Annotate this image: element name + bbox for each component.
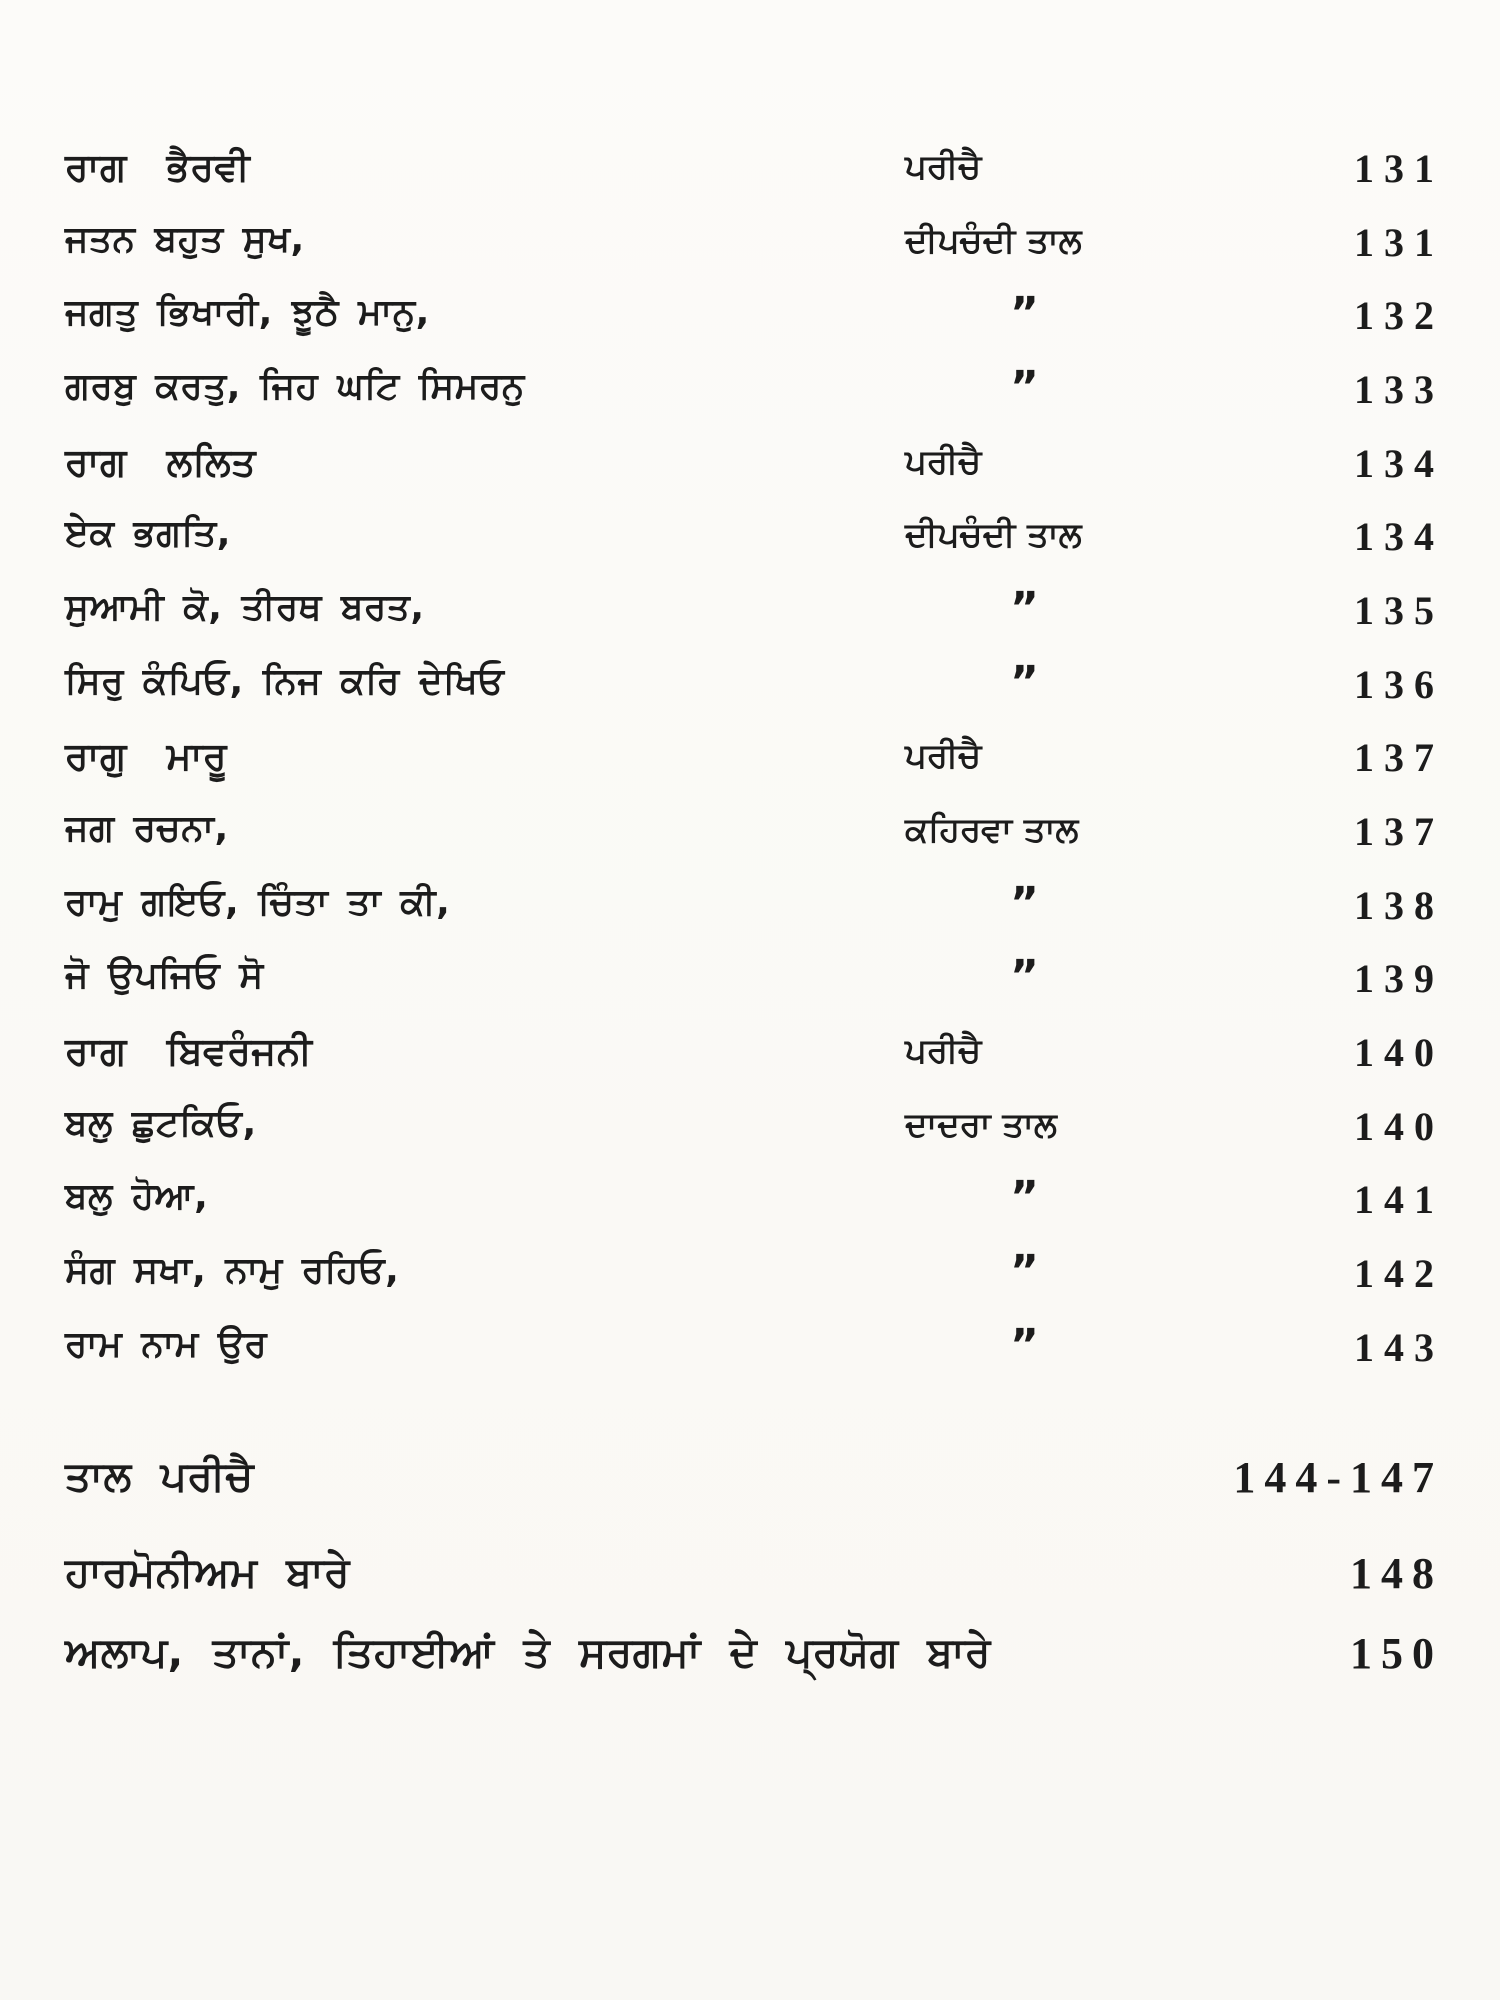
raag-heading: ਰਾਗ ਭੈਰਵੀ bbox=[65, 145, 251, 189]
page-number: 131 bbox=[1354, 220, 1444, 265]
toc-row bbox=[0, 1246, 1500, 1314]
page-number: 137 bbox=[1354, 809, 1444, 854]
toc-row bbox=[0, 734, 1500, 798]
taal-label: ਦੀਪਚੰਦੀ ਤਾਲ bbox=[905, 515, 1082, 555]
page-number: 140 bbox=[1354, 1104, 1444, 1149]
page-number: 136 bbox=[1354, 662, 1444, 707]
page-number: 141 bbox=[1354, 1177, 1444, 1222]
page-number: 148 bbox=[1350, 1549, 1443, 1598]
taal-label: ਪਰੀਚੈ bbox=[905, 147, 982, 187]
entry-title: ਜਤਨ ਬਹੁਤ ਸੁਖ, bbox=[65, 219, 305, 260]
section-title: ਅਲਾਪ, ਤਾਨਾਂ, ਤਿਹਾਈਆਂ ਤੇ ਸਰਗਮਾਂ ਦੇ ਪ੍ਰਯੋਗ ਬਾਰੇ bbox=[65, 1628, 991, 1676]
ditto-mark: ” bbox=[1010, 951, 1039, 1002]
toc-row bbox=[0, 1103, 1500, 1167]
page-number: 140 bbox=[1354, 1030, 1444, 1075]
toc-footer-row bbox=[0, 1548, 1500, 1622]
entry-title: ਰਾਮ ਨਾਮ ਉਰ bbox=[65, 1324, 268, 1365]
page-number: 135 bbox=[1354, 588, 1444, 633]
entry-title: ਜਗਤੁ ਭਿਖਾਰੀ, ਝੂਠੈ ਮਾਨੁ, bbox=[65, 292, 430, 333]
toc-row bbox=[0, 1172, 1500, 1240]
toc-row bbox=[0, 583, 1500, 651]
ditto-mark: ” bbox=[1010, 1246, 1039, 1297]
entry-title: ਏਕ ਭਗਤਿ, bbox=[65, 513, 231, 554]
toc-row bbox=[0, 145, 1500, 209]
toc-row bbox=[0, 513, 1500, 577]
section-title: ਹਾਰਮੋਨੀਅਮ ਬਾਰੇ bbox=[65, 1548, 351, 1596]
toc-row bbox=[0, 808, 1500, 872]
toc-row bbox=[0, 440, 1500, 504]
ditto-mark: ” bbox=[1010, 1172, 1039, 1223]
page-number: 143 bbox=[1354, 1325, 1444, 1370]
raag-heading: ਰਾਗ ਬਿਵਰੰਜਨੀ bbox=[65, 1029, 313, 1073]
page-number: 134 bbox=[1354, 514, 1444, 559]
toc-row bbox=[0, 657, 1500, 725]
raag-heading: ਰਾਗ ਲਲਿਤ bbox=[65, 440, 257, 484]
taal-label: ਦੀਪਚੰਦੀ ਤਾਲ bbox=[905, 221, 1082, 261]
ditto-mark: ” bbox=[1010, 288, 1039, 339]
page-number: 137 bbox=[1354, 735, 1444, 780]
toc-row bbox=[0, 951, 1500, 1019]
section-title: ਤਾਲ ਪਰੀਚੈ bbox=[65, 1452, 254, 1500]
ditto-mark: ” bbox=[1010, 1320, 1039, 1371]
entry-title: ਬਲੁ ਹੋਆ, bbox=[65, 1176, 209, 1217]
page-number: 150 bbox=[1350, 1629, 1443, 1678]
taal-label: ਕਹਿਰਵਾ ਤਾਲ bbox=[905, 810, 1079, 850]
taal-label: ਪਰੀਚੈ bbox=[905, 1031, 982, 1071]
toc-footer-row bbox=[0, 1452, 1500, 1526]
raag-heading: ਰਾਗੁ ਮਾਰੂ bbox=[65, 734, 228, 778]
ditto-mark: ” bbox=[1010, 878, 1039, 929]
page-range: 144-147 bbox=[1233, 1453, 1443, 1502]
entry-title: ਗਰਬੁ ਕਰਤੁ, ਜਿਹ ਘਟਿ ਸਿਮਰਨੁ bbox=[65, 366, 525, 407]
toc-row bbox=[0, 219, 1500, 283]
ditto-mark: ” bbox=[1010, 657, 1039, 708]
toc-row bbox=[0, 1320, 1500, 1388]
page-number: 139 bbox=[1354, 956, 1444, 1001]
page-number: 133 bbox=[1354, 367, 1444, 412]
entry-title: ਜਗ ਰਚਨਾ, bbox=[65, 808, 229, 849]
toc-row bbox=[0, 288, 1500, 356]
page-number: 138 bbox=[1354, 883, 1444, 928]
taal-label: ਪਰੀਚੈ bbox=[905, 736, 982, 776]
page-number: 131 bbox=[1354, 146, 1444, 191]
entry-title: ਸੰਗ ਸਖਾ, ਨਾਮੁ ਰਹਿਓ, bbox=[65, 1250, 400, 1291]
page-number: 134 bbox=[1354, 441, 1444, 486]
entry-title: ਸਿਰੁ ਕੰਪਿਓ, ਨਿਜ ਕਰਿ ਦੇਖਿਓ bbox=[65, 661, 505, 702]
toc-row bbox=[0, 362, 1500, 430]
entry-title: ਰਾਮੁ ਗਇਓ, ਚਿੰਤਾ ਤਾ ਕੀ, bbox=[65, 882, 451, 923]
entry-title: ਜੋ ਉਪਜਿਓ ਸੋ bbox=[65, 955, 264, 996]
taal-label: ਦਾਦਰਾ ਤਾਲ bbox=[905, 1105, 1057, 1145]
entry-title: ਸੁਆਮੀ ਕੋ, ਤੀਰਥ ਬਰਤ, bbox=[65, 587, 425, 628]
page-number: 142 bbox=[1354, 1251, 1444, 1296]
toc-row bbox=[0, 1029, 1500, 1093]
ditto-mark: ” bbox=[1010, 583, 1039, 634]
taal-label: ਪਰੀਚੈ bbox=[905, 442, 982, 482]
toc-row bbox=[0, 878, 1500, 946]
ditto-mark: ” bbox=[1010, 362, 1039, 413]
page-number: 132 bbox=[1354, 293, 1444, 338]
entry-title: ਬਲੁ ਛੁਟਕਿਓ, bbox=[65, 1103, 257, 1144]
toc-footer-row bbox=[0, 1628, 1500, 1702]
